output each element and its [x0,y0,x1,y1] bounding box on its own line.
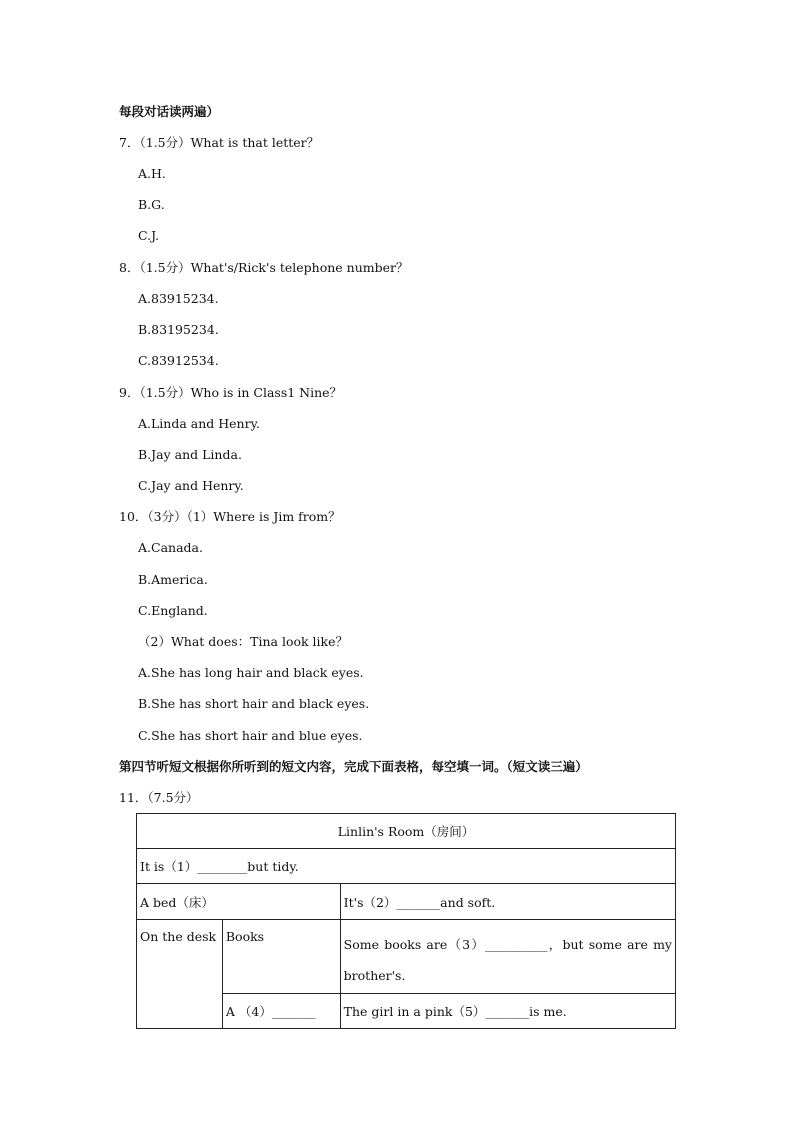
question-10-option-a: A.Canada. [138,540,203,555]
question-7-option-b: B.G. [138,197,165,212]
table-row-4-item: A （4）_______ [222,994,340,1029]
question-9-option-b: B.Jay and Linda. [138,447,242,462]
question-8-option-c: C.83912534. [138,353,219,368]
question-10-part2-stem: （2）What does：Tina look like？ [138,634,349,649]
question-9-option-c: C.Jay and Henry. [138,478,244,493]
question-10-option-b: B.America. [138,572,208,587]
table-row-2-left: A bed（床） [137,884,341,920]
question-7-option-a: A.H. [138,166,166,181]
question-7-option-c: C.J. [138,228,160,243]
section-header-prev: 每段对话读两遍） [119,104,220,119]
room-table [136,813,676,1029]
section-4-header: 第四节听短文根据你所听到的短文内容，完成下面表格，每空填一词。（短文读三遍） [119,759,588,774]
question-10-part2-option-b: B.She has short hair and black eyes. [138,696,370,711]
question-10-stem: 10．（3分）（1）Where is Jim from？ [119,509,341,524]
table-row-4-text: The girl in a pink（5）_______is me. [340,994,675,1029]
table-row-3-label: On the desk [137,920,223,1029]
question-8-option-b: B.83195234. [138,322,219,337]
question-9-stem: 9．（1.5分）Who is in Class1 Nine？ [119,385,343,400]
question-7-stem: 7．（1.5分）What is that letter？ [119,135,320,150]
table-row-3-text: Some books are（3）__________，but some are my brother's. [340,920,675,994]
question-8-option-a: A.83915234. [138,291,219,306]
table-row-2-right: It's（2）_______and soft. [340,884,675,920]
question-10-option-c: C.England. [138,603,208,618]
question-8-stem: 8．（1.5分）What's/Rick's telephone number？ [119,260,409,275]
question-11-stem: 11．（7.5分） [119,790,199,805]
table-row-3-item: Books [222,920,340,994]
table-title: Linlin's Room（房间） [137,814,676,849]
question-10-part2-option-c: C.She has short hair and blue eyes. [138,728,363,743]
question-10-part2-option-a: A.She has long hair and black eyes. [138,665,364,680]
question-9-option-a: A.Linda and Henry. [138,416,260,431]
table-row-1: It is（1）________but tidy. [137,849,676,884]
